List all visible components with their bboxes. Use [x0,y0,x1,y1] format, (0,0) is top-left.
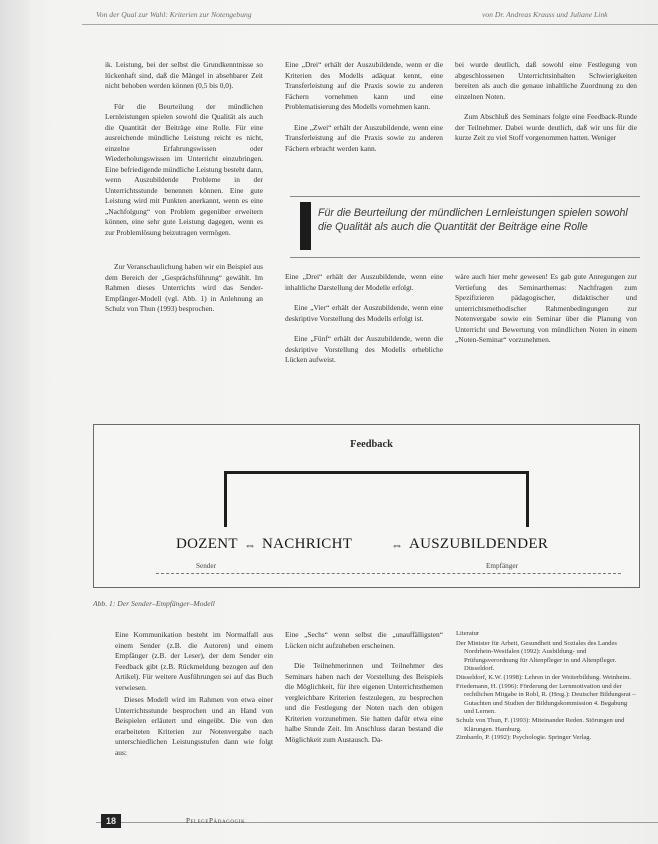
node-dozent: DOZENT [176,536,238,552]
reference-item: Düsseldorf, K.W. (1998): Lehren in der Weiterbildung. Weinheim. [456,673,631,681]
paragraph: Eine Kommunikation besteht im Normalfall aus einem Sender (z.B. die Autoren) und einem Empfänger (z.B. der Leser), der dem Sender ein Feedback gibt (z.B. Rückmeldung bezogen auf den Artikel). Für weitere Ausführungen sei auf das Buch verwiesen. [115,630,273,692]
reference-item: Friedemann, H. (1996): Förderung der Lernmotivation und der rechtlichen Mitgabe in Robl, R. (Hrsg.): Deutscher Bildungsrat – Gutachten und Studien der Bildungskommission 4. Begabung und Lernen. [456,682,636,716]
paragraph: bei wurde deutlich, daß sowohl eine Festlegung von abgeschlossenen Unterrichtsinhalten Schwierigkeiten bereiten als auch die genaue inhaltliche Zuordnung zu den einzelnen Noten. [455,60,637,101]
text-column-2b [285,272,443,376]
running-head-right: von Dr. Andreas Krauss und Juliane Link [482,10,608,19]
paragraph: Eine „Drei“ erhält der Auszubildende, wenn er die Kriterien des Modells adäquat kennt, eine Transferleistung auf die Praxis sowie zu anderen Fächern vornehmen kann und eine Problematisierung des Modells vornehmen kann. [285,60,443,111]
paragraph: Eine „Vier“ erhält der Auszubildende, wenn eine deskriptive Vorstellung des Modells erfolgt ist. [285,303,443,323]
text-column-3 [455,60,637,154]
header-rule [82,24,658,25]
receiver-label: Empfänger [486,562,518,570]
page-number: 18 [101,814,121,828]
pull-quote-text: Für die Beurteilung der mündlichen Lernleistungen spielen sowohl die Qualität als auch die Quantität der Beiträge eine Rolle [318,207,628,233]
paragraph: Eine „Fünf“ erhält der Auszubildende, wenn die deskriptive Vorstellung des Modells erhebliche Lücken aufweist. [285,334,443,364]
paragraph: Die Teilnehmerinnen und Teilnehmer des Seminars haben nach der Vorstellung des Beispiels die Möglichkeit, für ihre eigenen Unterrichtsthemen vergleichbare Kriterien festzulegen, zu besprechen und die Festlegung der Noten nach den obigen Kriterien vorzunehmen. Sie hatten dafür etwa eine halbe Stunde Zeit. Im Anschluss daran bestand die Möglichkeit zum Austausch. Da- [285,661,443,744]
paragraph: Zum Abschluß des Seminars folgte eine Feedback-Runde der Teilnehmer. Dabei wurde deutlich, daß wir uns für die kurze Zeit zu viel Stoff vorgenommen hatten. Weniger [455,112,637,142]
pull-quote-bottom-rule [290,257,640,258]
feedback-label: Feedback [350,439,393,450]
feedback-line-top [224,471,528,474]
node-auszubildender: AUSZUBILDENDER [409,536,549,552]
reference-item: Zimbardo, P. (1992): Psychologie. Springer Verlag. [456,734,592,742]
pull-quote-bar [300,202,311,250]
footer-rule [96,822,658,823]
double-arrow-icon: ⇔ [244,538,257,552]
paragraph: Dieses Modell wird im Rahmen von etwa einer Unterrichtsstunde besprochen und an Hand von Beispielen erläutert und eingeübt. Die von den erarbeiteten Kriterien zur Notenvergabe nach unterschiedlichen Leistungsstufen dann wie folgt aus: [115,695,273,757]
text-column-bottom-1 [115,630,273,768]
paragraph: Zur Veranschaulichung haben wir ein Beispiel aus dem Bereich der „Gesprächsführung“ gewählt. Im Rahmen dieses Unterrichts wird das Sender-Empfänger-Modell (vgl. Abb. 1) in Anlehnung an Schulz von Thun (1993) besprochen. [105,262,263,313]
text-column-1 [105,60,263,325]
running-head [96,10,648,24]
pull-quote [290,196,640,258]
node-nachricht: NACHRICHT [262,536,353,552]
journal-name: PflegePädagogik [186,817,246,825]
reference-item: Der Minister für Arbeit, Gesundheit und Soziales des Landes Nordrhein-Westfalen (1992): Ausbildung- und Prüfungsverordnung für Altenpfleger in und Altenpfleger. Düsseldorf. [456,639,617,673]
text-column-2 [285,60,443,164]
pull-quote-top-rule [290,196,640,197]
sender-receiver-diagram [93,424,640,588]
feedback-line-left [224,471,227,527]
feedback-line-right [526,471,529,527]
double-arrow-icon: ⇔ [391,538,404,552]
text-column-3b [455,272,637,356]
paragraph: Eine „Drei“ erhält der Auszubildende, wenn eine inhaltliche Darstellung der Modelle erfolgt. [285,272,443,292]
paragraph: ik. Leistung, bei der selbst die Grundkenntnisse so lückenhaft sind, daß die Mängel in absehbarer Zeit nicht behoben werden können (0,5 bis 0,0). [105,60,263,90]
page-gutter-shadow [0,0,30,844]
reference-item: Schulz von Thun, F. (1993): Miteinander Reden. Störungen und Klärungen. Hamburg. [456,716,625,733]
sender-label: Sender [196,562,216,570]
text-column-bottom-2 [285,630,443,755]
diagram-bottom-rule [156,573,621,574]
running-head-left: Von der Qual zur Wahl: Kriterien zur Notengebung [96,10,252,19]
paragraph: Für die Beurteilung der mündlichen Lernleistungen spielen sowohl die Qualität als auch die Quantität der Beiträge eine Rolle. Für eine ausreichende mündliche Leistung reicht es nicht, einzelne Erfahrungswissen oder Wiederholungswissen im Unterricht einzubringen. Eine befriedigende mündliche Leistung besteht dann, wenn Auszubildende Probleme in der Unterrichtsstunde benennen können. Eine gute Leistung wird mit Punkten anerkannt, wenn es eine „Nachfolgung“ von Problem gegenüber erweitern können, eine sehr gute Leistung dagegen, wenn es zur Problemlösung beizutragen vermögen. [105,101,263,237]
diagram-flow [94,536,639,552]
references-title: Literatur [456,630,480,637]
figure-caption: Abb. 1: Der Sender–Empfänger–Modell [93,599,215,608]
paragraph: wäre auch hier mehr gewesen! Es gab gute Anregungen zur Vertiefung des Seminarthemas: Nachfragen zum Spezifizieren pädagogischer, didaktischer und unterrichtsmethodischer Rahmenbedingungen zur Notenvergabe sowie ein Seminar über die Planung von Unterricht und Bewertung von mündlichen Noten in einem „Noten-Seminar“ vorzunehmen. [455,272,637,344]
paragraph: Eine „Sechs“ wenn selbst die „unauffälligsten“ Lücken nicht aufzuheben erscheinen. [285,630,443,650]
references [456,630,638,743]
paragraph: Eine „Zwei“ erhält der Auszubildende, wenn eine Transferleistung auf die Praxis sowie zu anderen Fächern erbracht werden kann. [285,122,443,153]
